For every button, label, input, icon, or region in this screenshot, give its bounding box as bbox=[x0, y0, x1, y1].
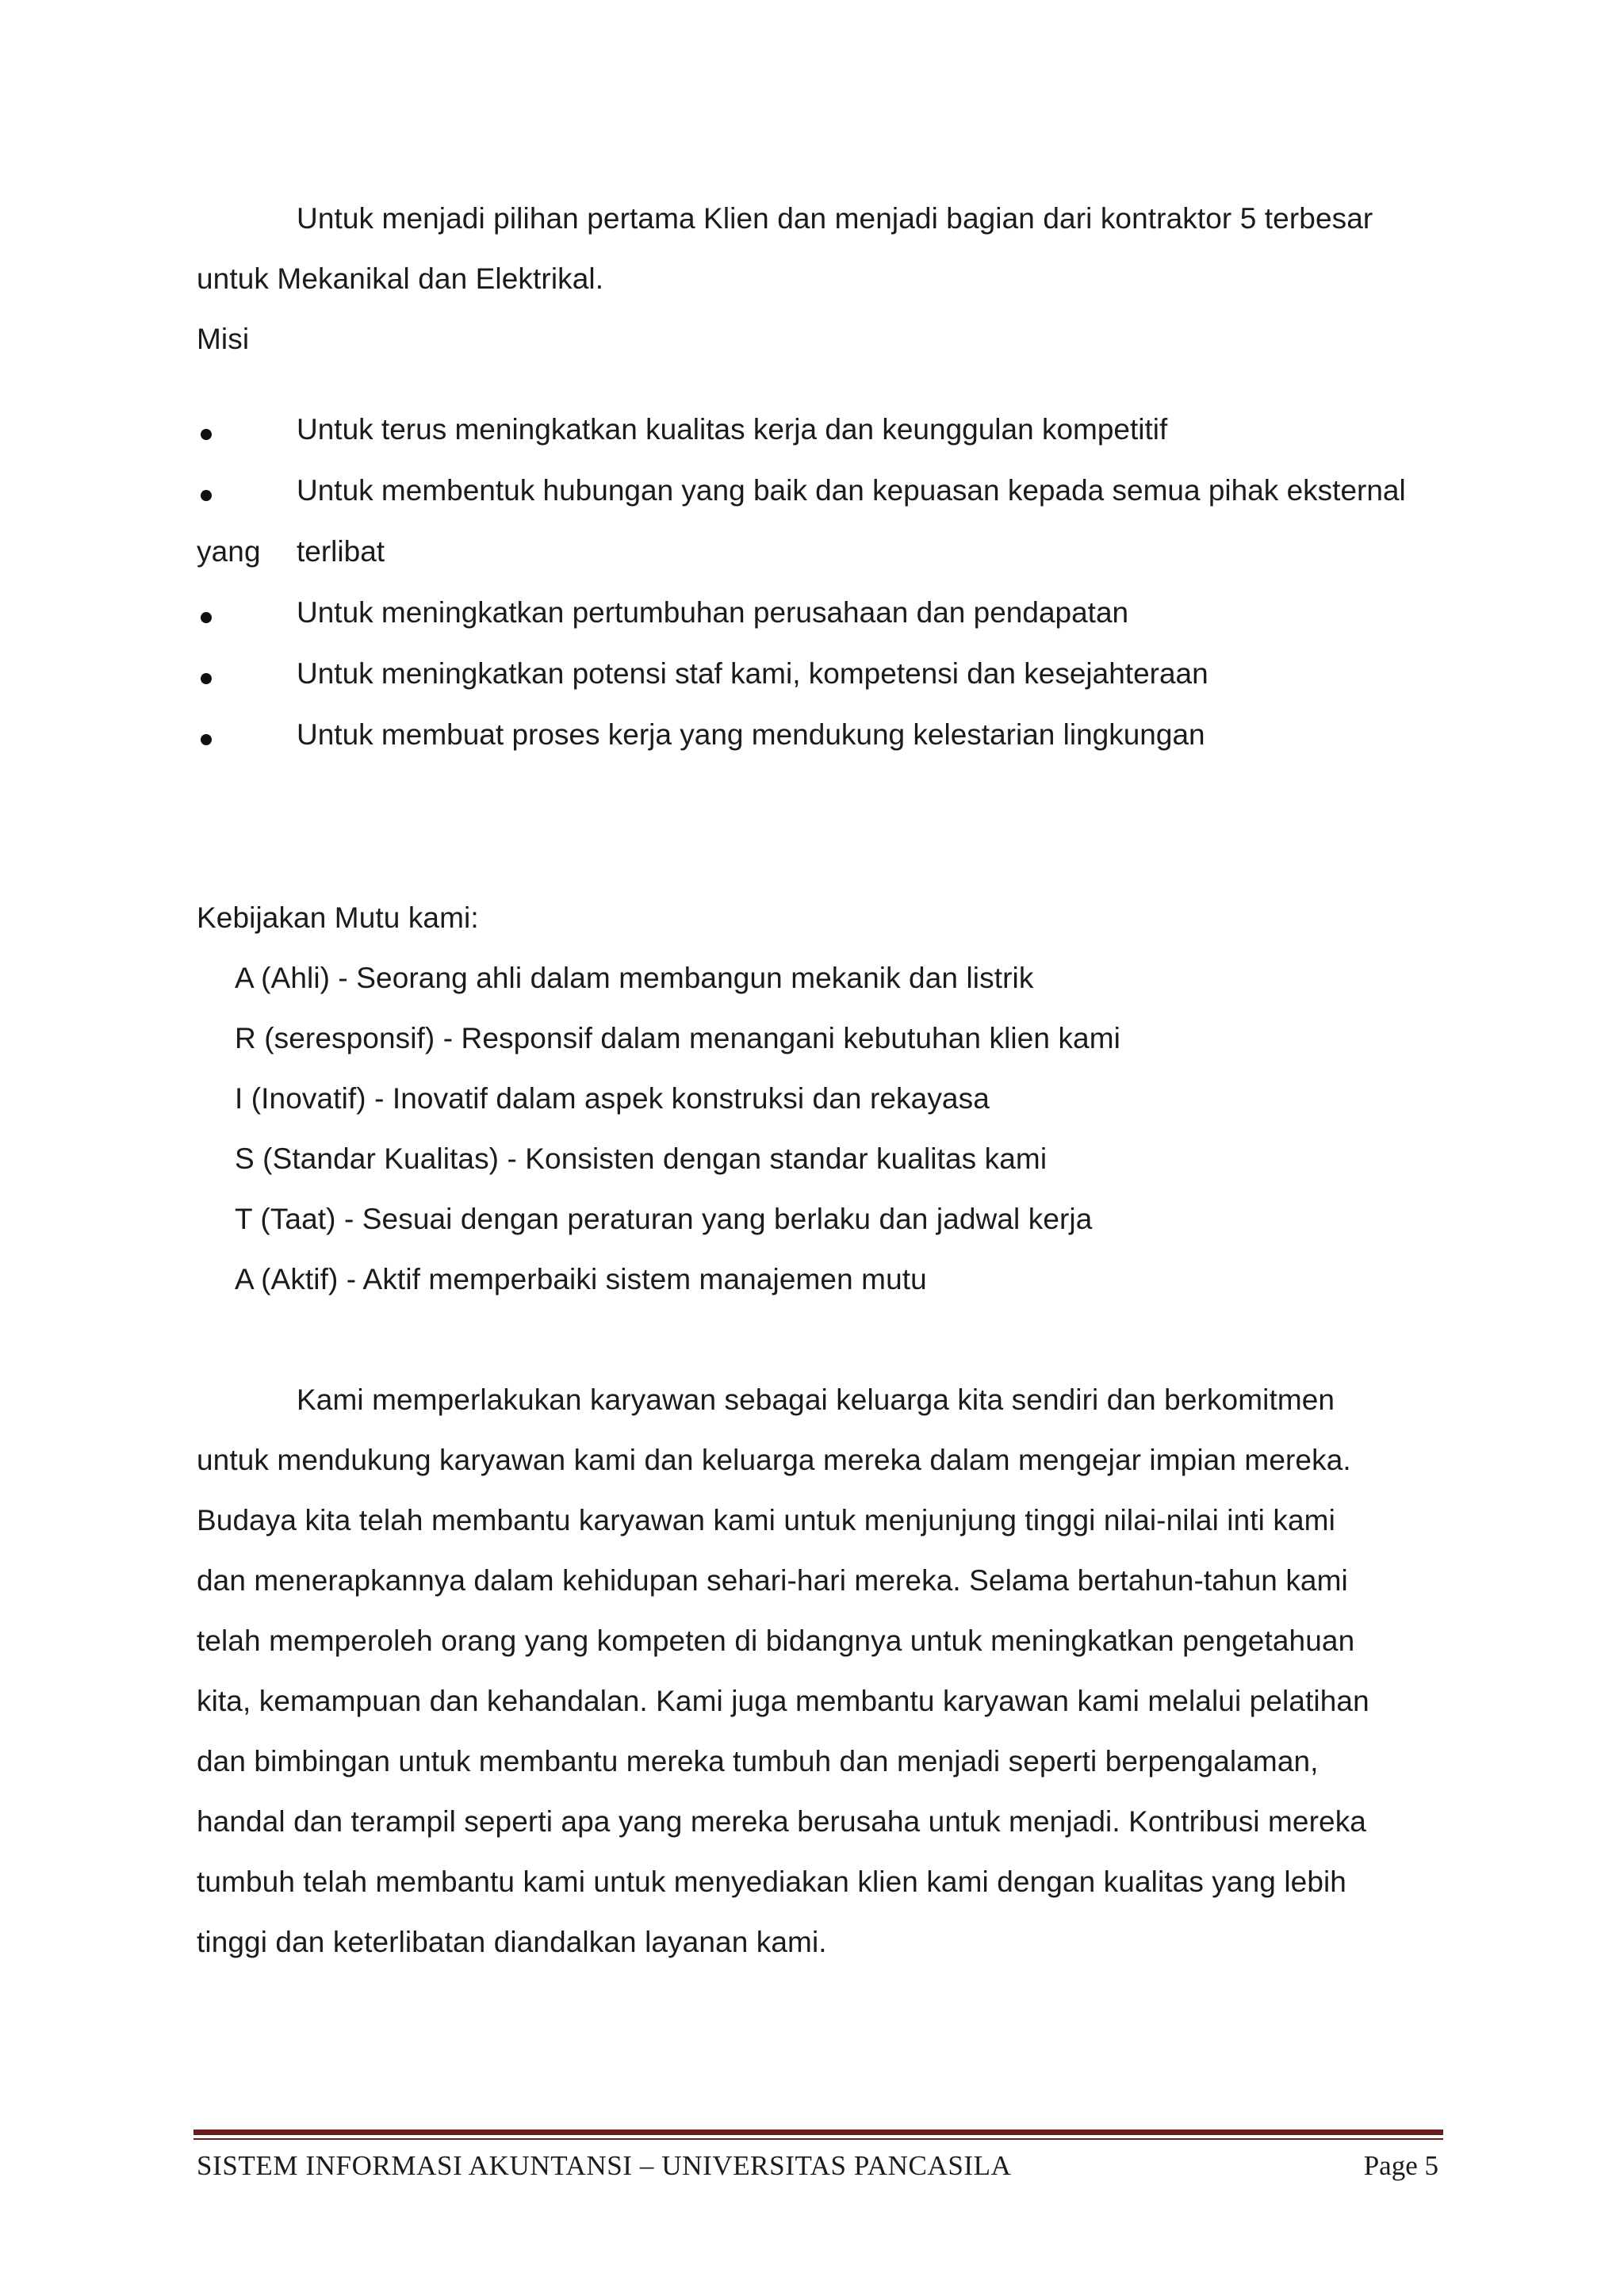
paragraph-line-1: Kami memperlakukan karyawan sebagai keluarga kita sendiri dan berkomitmen bbox=[297, 1383, 1335, 1416]
mission-item-5: Untuk membuat proses kerja yang mendukung kelestarian lingkungan bbox=[297, 718, 1205, 751]
mission-item-2: Untuk membentuk hubungan yang baik dan kepuasan kepada semua pihak eksternal bbox=[297, 474, 1406, 507]
vision-text-line-1: Untuk menjadi pilihan pertama Klien dan menjadi bagian dari kontraktor 5 terbesar bbox=[297, 202, 1373, 235]
paragraph-line-10: tinggi dan keterlibatan diandalkan layanan kami. bbox=[197, 1926, 827, 1958]
paragraph-line-9: tumbuh telah membantu kami untuk menyediakan klien kami dengan kualitas yang lebih bbox=[197, 1866, 1346, 1898]
mission-item-4: Untuk meningkatkan potensi staf kami, kompetensi dan kesejahteraan bbox=[297, 657, 1208, 690]
mission-item-2-wrap-right: terlibat bbox=[297, 535, 385, 568]
paragraph-line-4: dan menerapkannya dalam kehidupan sehari-hari mereka. Selama bertahun-tahun kami bbox=[197, 1564, 1348, 1597]
quality-policy-item-5: T (Taat) - Sesuai dengan peraturan yang berlaku dan jadwal kerja bbox=[235, 1203, 1093, 1235]
footer-divider-thick bbox=[193, 2130, 1443, 2135]
quality-policy-item-6: A (Aktif) - Aktif memperbaiki sistem manajemen mutu bbox=[235, 1263, 927, 1295]
bullet-icon bbox=[201, 490, 212, 501]
mission-item-2-wrap-left: yang bbox=[197, 535, 261, 568]
bullet-icon bbox=[201, 734, 212, 745]
bullet-icon bbox=[201, 612, 212, 623]
paragraph-line-5: telah memperoleh orang yang kompeten di bidangnya untuk meningkatkan pengetahuan bbox=[197, 1624, 1355, 1657]
paragraph-line-3: Budaya kita telah membantu karyawan kami untuk menjunjung tinggi nilai-nilai inti kami bbox=[197, 1504, 1335, 1536]
mission-heading: Misi bbox=[197, 323, 250, 355]
paragraph-line-6: kita, kemampuan dan kehandalan. Kami juga membantu karyawan kami melalui pelatihan bbox=[197, 1685, 1369, 1717]
quality-policy-item-3: I (Inovatif) - Inovatif dalam aspek konstruksi dan rekayasa bbox=[235, 1082, 990, 1115]
footer-divider-thin bbox=[193, 2138, 1443, 2140]
footer-title: SISTEM INFORMASI AKUNTANSI – UNIVERSITAS PANCASILA bbox=[197, 2150, 1012, 2181]
quality-policy-item-4: S (Standar Kualitas) - Konsisten dengan standar kualitas kami bbox=[235, 1142, 1048, 1175]
quality-policy-item-2: R (seresponsif) - Responsif dalam menangani kebutuhan klien kami bbox=[235, 1022, 1120, 1054]
quality-policy-heading: Kebijakan Mutu kami: bbox=[197, 901, 479, 934]
vision-text-line-2: untuk Mekanikal dan Elektrikal. bbox=[197, 262, 604, 295]
mission-item-1: Untuk terus meningkatkan kualitas kerja dan keunggulan kompetitif bbox=[297, 413, 1168, 446]
page-number: Page 5 bbox=[1363, 2150, 1438, 2181]
paragraph-line-2: untuk mendukung karyawan kami dan keluarga mereka dalam mengejar impian mereka. bbox=[197, 1444, 1351, 1476]
bullet-icon bbox=[201, 673, 212, 684]
paragraph-line-8: handal dan terampil seperti apa yang mereka berusaha untuk menjadi. Kontribusi mereka bbox=[197, 1805, 1366, 1838]
mission-item-3: Untuk meningkatkan pertumbuhan perusahaan dan pendapatan bbox=[297, 596, 1129, 629]
bullet-icon bbox=[201, 429, 212, 440]
paragraph-line-7: dan bimbingan untuk membantu mereka tumbuh dan menjadi seperti berpengalaman, bbox=[197, 1745, 1319, 1777]
quality-policy-item-1: A (Ahli) - Seorang ahli dalam membangun mekanik dan listrik bbox=[235, 962, 1034, 994]
